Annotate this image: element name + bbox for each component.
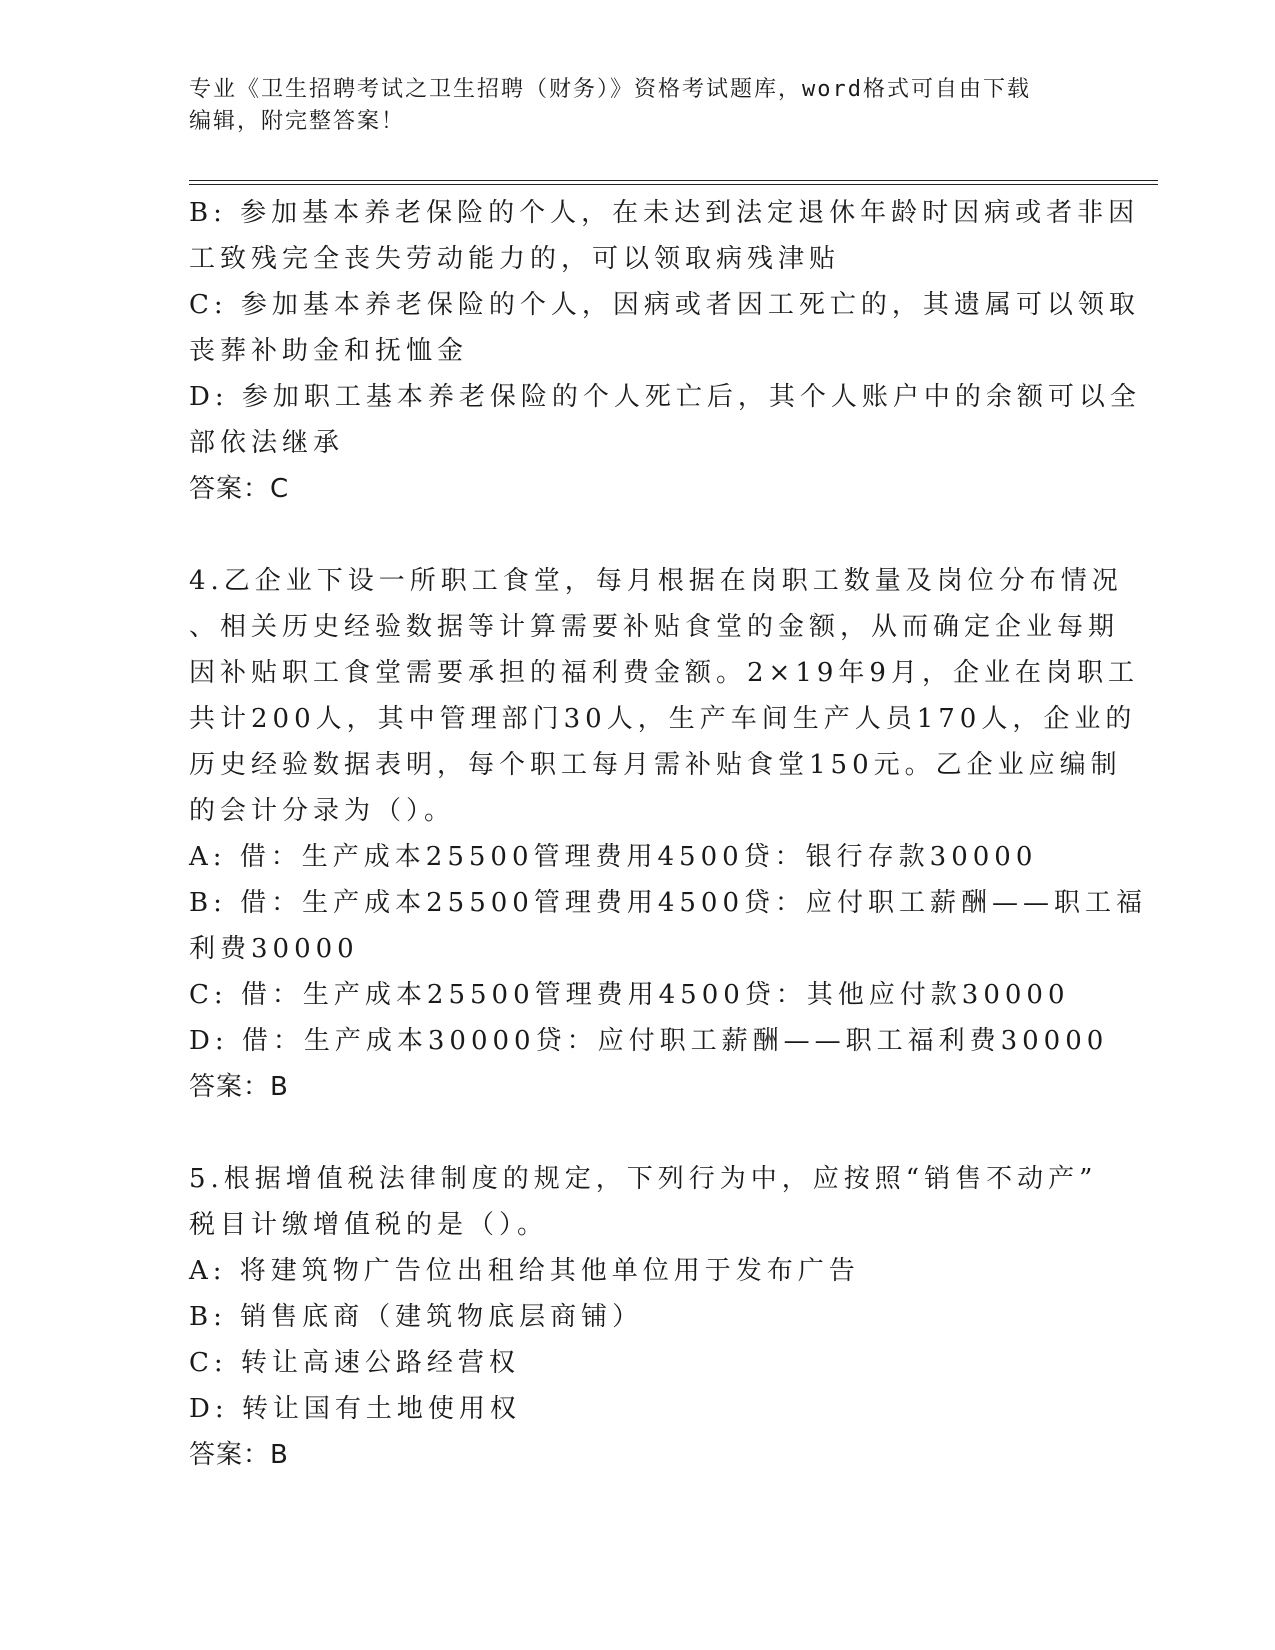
- answer-label: 答案：B: [189, 1072, 289, 1102]
- spacer: [189, 512, 1089, 558]
- option-b-line-1: B: 参加基本养老保险的个人，在未达到法定退休年龄时因病或者非因: [189, 198, 1140, 228]
- question-5: [189, 1156, 1098, 1478]
- question-stem-line: 的会计分录为（）。: [189, 796, 456, 826]
- option-a: A: 借：生产成本25500管理费用4500贷：银行存款30000: [189, 842, 1038, 872]
- option-d-line-2: 部依法继承: [189, 428, 345, 458]
- question-stem-line: 历史经验数据表明，每个职工每月需补贴食堂150元。乙企业应编制: [189, 750, 1122, 780]
- question-stem-line: 、相关历史经验数据等计算需要补贴食堂的金额，从而确定企业每期: [189, 612, 1120, 642]
- question-stem-line: 5.根据增值税法律制度的规定，下列行为中，应按照“销售不动产”: [189, 1164, 1098, 1194]
- answer-label: 答案：C: [189, 474, 290, 504]
- option-b-line-2: 利费30000: [189, 934, 359, 964]
- question-stem-line: 因补贴职工食堂需要承担的福利费金额。2×19年9月，企业在岗职工: [189, 658, 1139, 688]
- option-d: D: 借：生产成本30000贷：应付职工薪酬——职工福利费30000: [189, 1026, 1109, 1056]
- option-c: C: 借：生产成本25500管理费用4500贷：其他应付款30000: [189, 980, 1070, 1010]
- option-d: D: 转让国有土地使用权: [189, 1394, 521, 1424]
- option-c-line-2: 丧葬补助金和抚恤金: [189, 336, 469, 366]
- question-3-tail: [189, 190, 1141, 512]
- page-header: [189, 74, 1089, 138]
- question-stem-line: 共计200人，其中管理部门30人，生产车间生产人员170人，企业的: [189, 704, 1137, 734]
- spacer: [189, 1110, 1089, 1156]
- question-stem-line: 税目计缴增值税的是（）。: [189, 1210, 549, 1240]
- question-content: [189, 190, 1148, 1478]
- option-b-line-2: 工致残完全丧失劳动能力的，可以领取病残津贴: [189, 244, 841, 274]
- header-divider: [189, 180, 1158, 185]
- option-d-line-1: D: 参加职工基本养老保险的个人死亡后，其个人账户中的余额可以全: [189, 382, 1141, 412]
- option-b: B: 销售底商（建筑物底层商铺）: [189, 1302, 644, 1332]
- question-4: [189, 558, 1148, 1110]
- header-line-1: 专业《卫生招聘考试之卫生招聘（财务）》资格考试题库，word格式可自由下载: [189, 77, 1031, 102]
- question-stem-line: 4.乙企业下设一所职工食堂，每月根据在岗职工数量及岗位分布情况: [189, 566, 1123, 596]
- option-b-line-1: B: 借：生产成本25500管理费用4500贷：应付职工薪酬——职工福: [189, 888, 1148, 918]
- option-c-line-1: C: 参加基本养老保险的个人，因病或者因工死亡的，其遗属可以领取: [189, 290, 1140, 320]
- option-a: A: 将建筑物广告位出租给其他单位用于发布广告: [189, 1256, 860, 1286]
- answer-label: 答案：B: [189, 1440, 289, 1470]
- header-line-2: 编辑，附完整答案！: [189, 109, 406, 134]
- option-c: C: 转让高速公路经营权: [189, 1348, 520, 1378]
